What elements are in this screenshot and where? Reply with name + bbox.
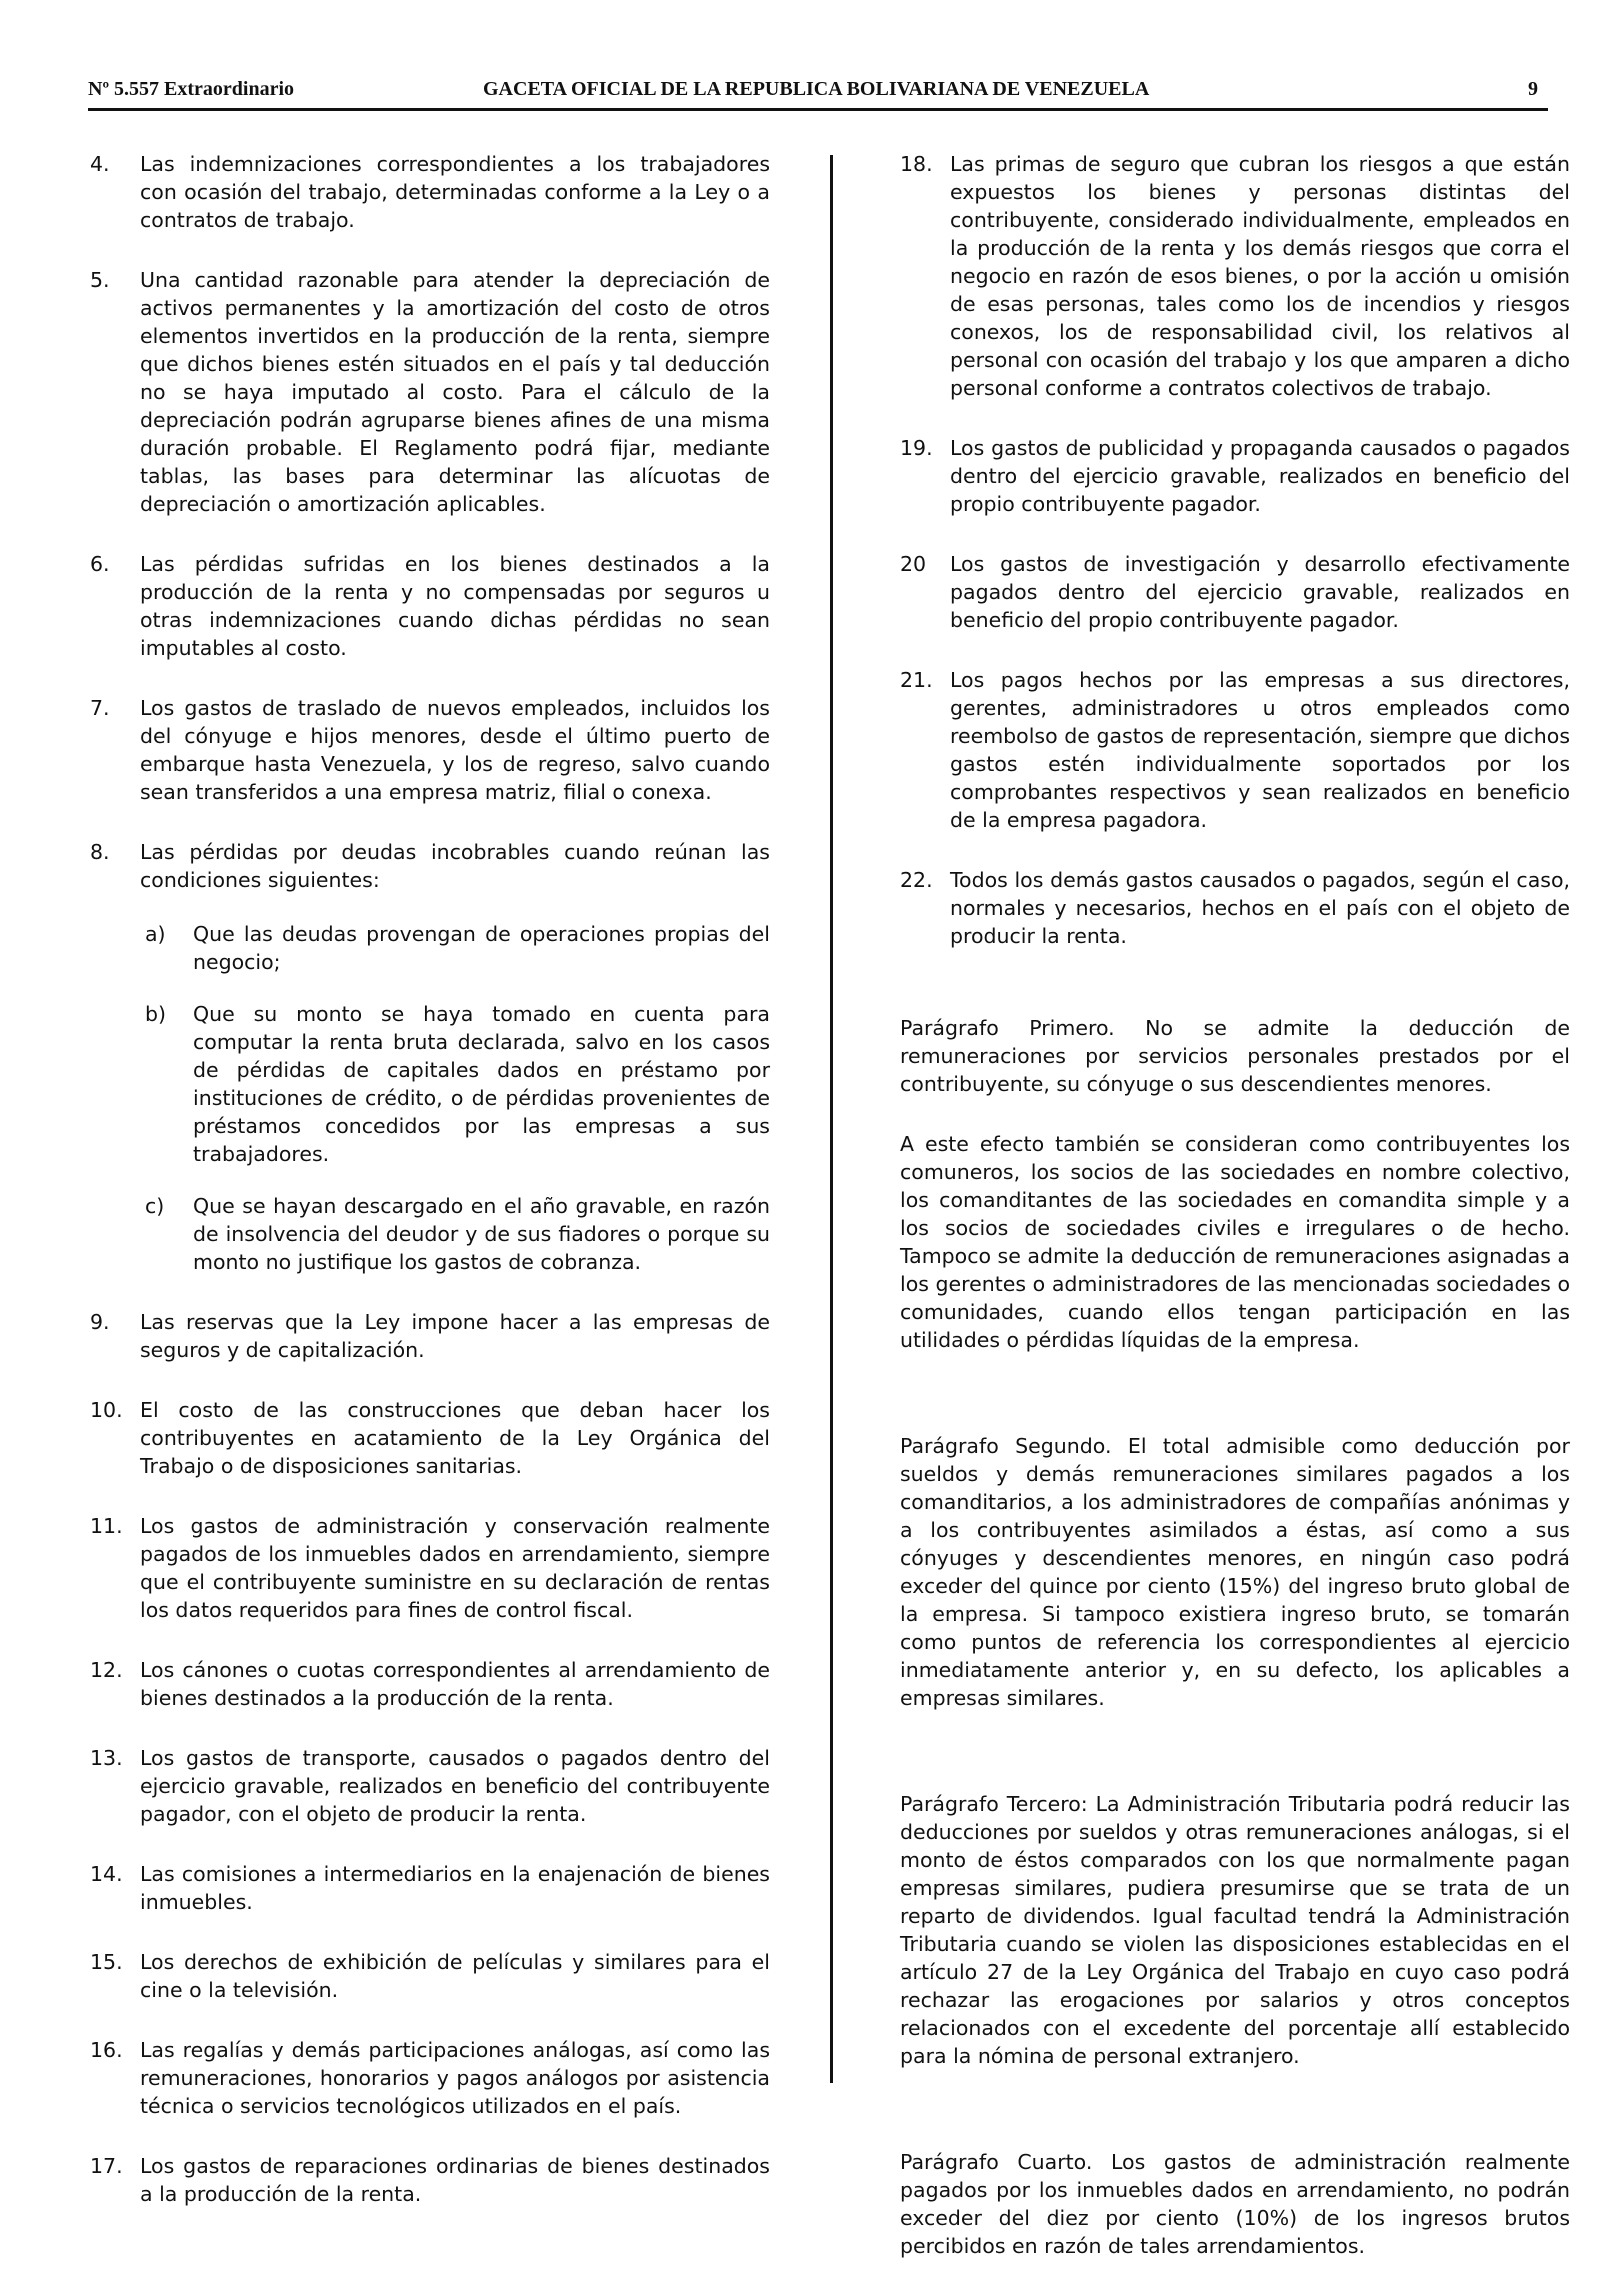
item-number: 21. [900,668,933,692]
item-number: 5. [90,268,110,292]
sub-item [145,1192,770,1276]
item-number: 16. [90,2038,123,2062]
list-item [90,2036,770,2120]
list-item [900,150,1570,402]
column-divider [830,155,833,2083]
list-item [90,1744,770,1828]
item-number: 4. [90,152,110,176]
list-item [90,1512,770,1624]
list-item [900,550,1570,634]
item-text: Los gastos de investigación y desarrollo efectivamente pagados dentro del ejercicio gravable, realizados en beneficio del propio contribuyente pagador. [950,552,1570,632]
item-number: 19. [900,436,933,460]
item-number: 17. [90,2154,123,2178]
sub-item-text: Que se hayan descargado en el año gravable, en razón de insolvencia del deudor y de sus fiadores o porque su monto no justifique los gastos de cobranza. [193,1194,770,1274]
item-text: Las indemnizaciones correspondientes a los trabajadores con ocasión del trabajo, determinadas conforme a la Ley o a contratos de trabajo. [140,152,770,232]
publication-title: GACETA OFICIAL DE LA REPUBLICA BOLIVARIANA DE VENEZUELA [483,78,1150,100]
item-text: Una cantidad razonable para atender la depreciación de activos permanentes y la amortización del costo de otros elementos invertidos en la producción de la renta, siempre que dichos bienes estén situados en el país y tal deducción no se haya imputado al costo. Para el cálculo de la depreciación podrán agruparse bienes afines de una misma duración probable. El Reglamento podrá fijar, mediante tablas, las bases para determinar las alícuotas de depreciación o amortización aplicables. [140,268,770,516]
item-text: El costo de las construcciones que deban hacer los contribuyentes en acatamiento de la Ley Orgánica del Trabajo o de disposiciones sanitarias. [140,1398,770,1478]
sub-item [145,1000,770,1168]
item-number: 11. [90,1514,123,1538]
list-item [90,150,770,234]
item-text: Todos los demás gastos causados o pagados, según el caso, normales y necesarios, hechos en el país con el objeto de producir la renta. [950,868,1570,948]
paragraph-primero: Parágrafo Primero. No se admite la deducción de remuneraciones por servicios personales prestados por el contribuyente, su cónyuge o sus descendientes menores. [900,1016,1570,1096]
item-number: 8. [90,840,110,864]
item-number: 15. [90,1950,123,1974]
list-item [90,266,770,518]
item-text: Las pérdidas sufridas en los bienes destinados a la producción de la renta y no compensadas por seguros u otras indemnizaciones cuando dichas pérdidas no sean imputables al costo. [140,552,770,660]
item-text: Los gastos de reparaciones ordinarias de bienes destinados a la producción de la renta. [140,2154,770,2206]
paragraph-segundo: Parágrafo Segundo. El total admisible como deducción por sueldos y demás remuneraciones similares pagados a los comanditarios, a los administradores de compañías anónimas y a los contribuyentes asimilados a éstas, así como a sus cónyuges y descendientes menores, en ningún caso podrá exceder del quince por ciento (15%) del ingreso bruto global de la empresa. Si tampoco existiera ingreso bruto, se tomarán como puntos de referencia los correspondientes al ejercicio inmediatamente anterior y, en su defecto, los aplicables a empresas similares. [900,1434,1570,1710]
item-text: Los gastos de administración y conservación realmente pagados de los inmuebles dados en arrendamiento, siempre que el contribuyente suministre en su declaración de rentas los datos requeridos para fines de control fiscal. [140,1514,770,1622]
item-number: 14. [90,1862,123,1886]
page-header [88,74,1548,111]
sub-item [145,920,770,976]
item-text: Las comisiones a intermediarios en la enajenación de bienes inmuebles. [140,1862,770,1914]
sub-item-letter: a) [145,922,166,946]
list-item [90,1948,770,2004]
item-text: Las primas de seguro que cubran los riesgos a que están expuestos los bienes y personas distintas del contribuyente, considerado individualmente, empleados en la producción de la renta y los demás riesgos que corra el negocio en razón de esos bienes, o por la acción u omisión de esas personas, tales como los de incendios y riesgos conexos, los de responsabilidad civil, los relativos al personal con ocasión del trabajo y los que amparen a dicho personal conforme a contratos colectivos de trabajo. [950,152,1570,400]
list-item [90,2152,770,2208]
list-item [90,1656,770,1712]
item-text: Las reservas que la Ley impone hacer a las empresas de seguros y de capitalización. [140,1310,770,1362]
item-text: Los pagos hechos por las empresas a sus directores, gerentes, administradores u otros empleados como reembolso de gastos de representación, siempre que dichos gastos estén individualmente soportados por los comprobantes respectivos y sean realizados en beneficio de la empresa pagadora. [950,668,1570,832]
sub-item-text: Que su monto se haya tomado en cuenta para computar la renta bruta declarada, salvo en los casos de pérdidas de capitales dados en préstamo por instituciones de crédito, o de pérdidas provenientes de préstamos concedidos por las empresas a sus trabajadores. [193,1002,770,1166]
item-number: 9. [90,1310,110,1334]
item-text: Los derechos de exhibición de películas y similares para el cine o la televisión. [140,1950,770,2002]
sub-item-text: Que las deudas provengan de operaciones propias del negocio; [193,922,770,974]
list-item [90,1396,770,1480]
item-text: Los gastos de publicidad y propaganda causados o pagados dentro del ejercicio gravable, realizados en beneficio del propio contribuyente pagador. [950,436,1570,516]
item-number: 18. [900,152,933,176]
list-item [90,838,770,894]
paragraph-primero-continuation: A este efecto también se consideran como contribuyentes los comuneros, los socios de las sociedades en nombre colectivo, los comanditantes de las sociedades en comandita simple y a los socios de sociedades civiles e irregulares o de hecho. Tampoco se admite la deducción de remuneraciones asignadas a los gerentes o administradores de las mencionadas sociedades o comunidades, cuando ellos tengan participación en las utilidades o pérdidas líquidas de la empresa. [900,1132,1570,1352]
list-item [90,694,770,806]
item-text: Las pérdidas por deudas incobrables cuando reúnan las condiciones siguientes: [140,840,770,892]
list-item [90,1860,770,1916]
issue-number: Nº 5.557 Extraordinario [88,78,295,100]
item-number: 7. [90,696,110,720]
list-item [900,866,1570,950]
list-item [90,1308,770,1364]
paragraph-tercero: Parágrafo Tercero: La Administración Tributaria podrá reducir las deducciones por sueldos y otras remuneraciones análogas, si el monto de éstos comparados con los que normalmente pagan empresas similares, pudiera presumirse que se trata de un reparto de dividendos. Igual facultad tendrá la Administración Tributaria cuando se violen las disposiciones establecidas en el artículo 27 de la Ley Orgánica del Trabajo en cuyo caso podrá rechazar las erogaciones por salarios y otros conceptos relacionados con el excedente del porcentaje allí establecido para la nómina de personal extranjero. [900,1792,1570,2068]
item-number: 20 [900,552,927,576]
list-item [90,550,770,662]
list-item [900,666,1570,834]
item-text: Los gastos de transporte, causados o pagados dentro del ejercicio gravable, realizados en beneficio del contribuyente pagador, con el objeto de producir la renta. [140,1746,770,1826]
list-item [900,434,1570,518]
page-number: 9 [1528,78,1538,100]
paragraph-cuarto: Parágrafo Cuarto. Los gastos de administración realmente pagados por los inmuebles dados en arrendamiento, no podrán exceder del diez por ciento (10%) de los ingresos brutos percibidos en razón de tales arrendamientos. [900,2150,1570,2258]
left-column [90,150,770,2240]
item-text: Las regalías y demás participaciones análogas, así como las remuneraciones, honorarios y pagos análogos por asistencia técnica o servicios tecnológicos utilizados en el país. [140,2038,770,2118]
item-number: 22. [900,868,933,892]
item-number: 13. [90,1746,123,1770]
item-text: Los cánones o cuotas correspondientes al arrendamiento de bienes destinados a la producción de la renta. [140,1658,770,1710]
item-text: Los gastos de traslado de nuevos empleados, incluidos los del cónyuge e hijos menores, desde el último puerto de embarque hasta Venezuela, y los de regreso, salvo cuando sean transferidos a una empresa matriz, filial o conexa. [140,696,770,804]
sub-item-letter: c) [145,1194,165,1218]
right-column [900,150,1570,2292]
item-number: 10. [90,1398,123,1422]
sub-item-letter: b) [145,1002,167,1026]
item-number: 12. [90,1658,123,1682]
item-number: 6. [90,552,110,576]
